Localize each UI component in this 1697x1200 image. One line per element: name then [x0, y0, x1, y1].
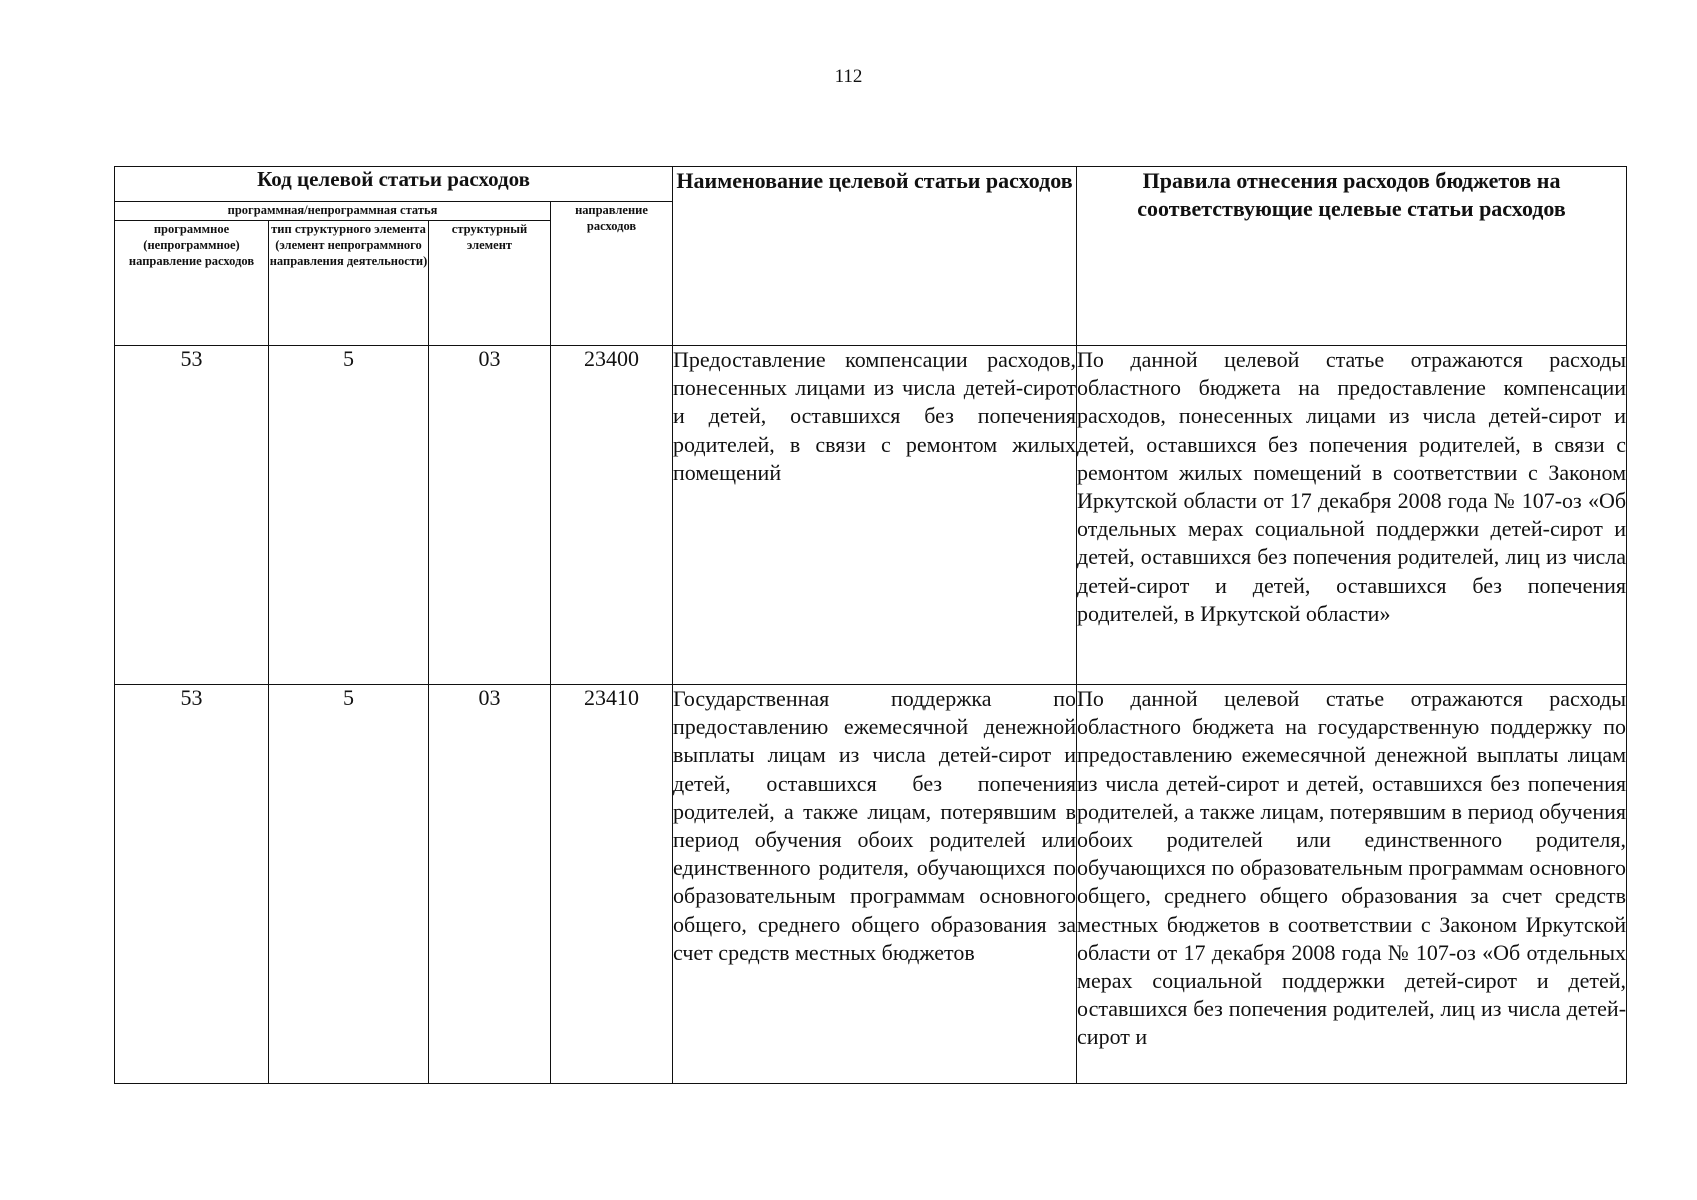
type-code-cell: 5	[269, 346, 429, 685]
struct-code-cell: 03	[429, 685, 551, 1084]
header-row-1	[115, 167, 1627, 202]
structural-element-header: структурный элемент	[429, 221, 551, 346]
type-code-cell: 5	[269, 685, 429, 1084]
program-code-cell: 53	[115, 346, 269, 685]
program-direction-header: программное (непрограммное) направление расходов	[115, 221, 269, 346]
structural-type-header: тип структурного элемента (элемент непрограммного направления деятельности)	[269, 221, 429, 346]
direction-code-cell: 23410	[551, 685, 673, 1084]
program-article-header: программная/непрограммная статья	[115, 202, 551, 221]
rules-header: Правила отнесения расходов бюджетов на соответствующие целевые статьи расходов	[1077, 167, 1627, 346]
article-name-cell: Предоставление компенсации расходов, понесенных лицами из числа детей-сирот и детей, оставшихся без попечения родителей, в связи с ремонтом жилых помещений	[673, 346, 1077, 685]
direction-header: направление расходов	[551, 202, 673, 346]
struct-code-cell: 03	[429, 346, 551, 685]
page-number: 112	[834, 66, 863, 87]
article-name-cell: Государственная поддержка по предоставлению ежемесячной денежной выплаты лицам из числа детей-сирот и детей, оставшихся без попечения родителей, а также лицам, потерявшим в период обучения обоих родителей или единственного родителя, обучающихся по образовательным программам основного общего, среднего общего образования за счет средств местных бюджетов	[673, 685, 1077, 1084]
name-header: Наименование целевой статьи расходов	[673, 167, 1077, 346]
table-row	[115, 346, 1627, 685]
code-header: Код целевой статьи расходов	[115, 167, 673, 202]
article-rule-cell: По данной целевой статье отражаются расходы областного бюджета на государственную поддержку по предоставлению ежемесячной денежной выплаты лицам из числа детей-сирот и детей, оставшихся без попечения родителей, а также лицам, потерявшим в период обучения обоих родителей или единственного родителя, обучающихся по образовательным программам основного общего, среднего общего образования за счет средств местных бюджетов в соответствии с Законом Иркутской области от 17 декабря 2008 года № 107-оз «Об отдельных мерах социальной поддержки детей-сирот и детей, оставшихся без попечения родителей, лиц из числа детей-сирот и	[1077, 685, 1627, 1084]
direction-code-cell: 23400	[551, 346, 673, 685]
table-row	[115, 685, 1627, 1084]
article-rule-cell: По данной целевой статье отражаются расходы областного бюджета на предоставление компенсации расходов, понесенных лицами из числа детей-сирот и детей, оставшихся без попечения родителей, в связи с ремонтом жилых помещений в соответствии с Законом Иркутской области от 17 декабря 2008 года № 107-оз «Об отдельных мерах социальной поддержки детей-сирот и детей, оставшихся без попечения родителей, лиц из числа детей-сирот и детей, оставшихся без попечения родителей, в Иркутской области»	[1077, 346, 1627, 685]
budget-codes-table	[114, 166, 1627, 1084]
program-code-cell: 53	[115, 685, 269, 1084]
